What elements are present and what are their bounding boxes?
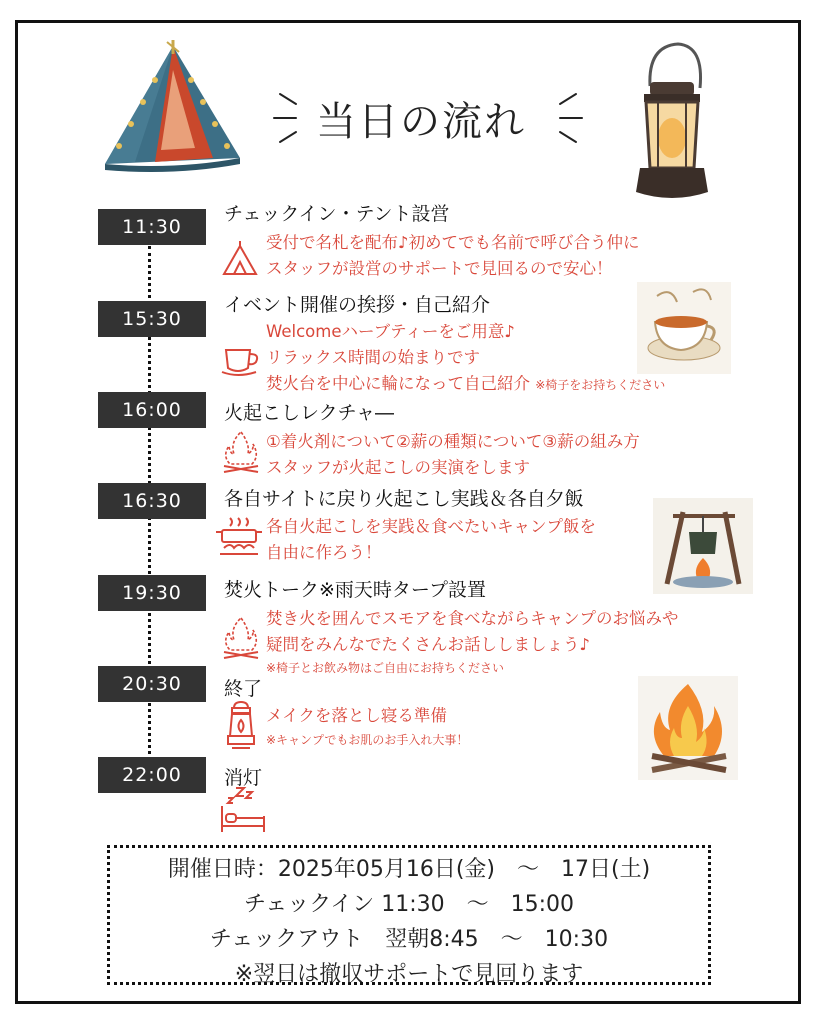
- sleeping-bed-icon: [218, 784, 268, 834]
- event-desc-line: 疑問をみんなでたくさんお話ししましょう♪: [266, 635, 591, 654]
- tent-illustration-icon: [95, 40, 250, 175]
- event-desc-line: スタッフが設営のサポートで見回るので安心！: [266, 259, 613, 278]
- event-desc-line: 焚き火を囲んでスモアを食べながらキャンプのお悩みや: [266, 609, 679, 628]
- title-burst-right-icon: [548, 88, 588, 148]
- event-desc-line: Welcomeハーブティーをご用意♪: [266, 322, 515, 341]
- teacup-icon: [220, 346, 266, 380]
- event-title: チェックイン・テント設営: [224, 203, 450, 225]
- event-desc-line: [266, 372, 665, 397]
- event-desc-line: ①着火剤について②薪の種類について③薪の組み方: [266, 432, 640, 451]
- lantern-outline-icon: [224, 700, 258, 752]
- event-title: 火起こしレクチャ―: [224, 402, 395, 424]
- event-title: 終了: [224, 678, 263, 700]
- event-date-text: 開催日時：2025年05月16日(金) ～ 17日(土): [167, 857, 651, 882]
- bonfire-illustration-icon: [638, 676, 738, 780]
- event-desc-line: スタッフが火起こしの実演をします: [266, 458, 530, 477]
- time-badge: 16:00: [98, 392, 206, 428]
- event-title: イベント開催の挨拶・自己紹介: [224, 294, 491, 316]
- time-badge: 16:30: [98, 483, 206, 519]
- page-title: 当日の流れ: [316, 99, 526, 145]
- checkout-time-text: チェックアウト 翌朝8:45 ～ 10:30: [209, 927, 609, 952]
- event-desc-line: メイクを落とし寝る準備: [266, 706, 447, 725]
- event-title: 各自サイトに戻り火起こし実践＆各自夕飯: [224, 488, 584, 510]
- cooking-pot-icon: [214, 516, 264, 556]
- time-badge: 20:30: [98, 666, 206, 702]
- tent-outline-icon: [222, 240, 258, 278]
- time-badge: 11:30: [98, 209, 206, 245]
- tea-cup-illustration-icon: [637, 282, 731, 374]
- title-burst-left-icon: [268, 88, 308, 148]
- event-title: 焚火トーク※雨天時タープ設置: [224, 579, 486, 601]
- event-desc-line: リラックス時間の始まりです: [266, 348, 481, 367]
- time-badge: 22:00: [98, 757, 206, 793]
- time-badge: 15:30: [98, 301, 206, 337]
- event-desc-line: 自由に作ろう！: [266, 543, 382, 562]
- event-note: ※キャンプでもお肌のお手入れ大事！: [266, 733, 469, 747]
- event-note: ※椅子とお飲み物はご自由にお持ちください: [266, 661, 505, 675]
- campfire-icon: [220, 614, 262, 662]
- campfire-icon: [220, 428, 262, 476]
- event-desc-text: 焚火台を中心に輪になって自己紹介: [266, 374, 530, 393]
- event-note: ※椅子をお持ちください: [535, 378, 666, 392]
- event-info-box: [107, 845, 711, 985]
- campfire-cooking-illustration-icon: [653, 498, 753, 594]
- event-title: 消灯: [224, 767, 263, 789]
- lantern-illustration-icon: [620, 38, 715, 203]
- next-day-note-text: ※翌日は撤収サポートで見回ります: [234, 962, 584, 987]
- event-desc-line: 受付で名札を配布♪初めてでも名前で呼び合う仲に: [266, 233, 640, 252]
- event-desc-line: 各自火起こしを実践＆食べたいキャンプ飯を: [266, 517, 596, 536]
- checkin-time-text: チェックイン 11:30 ～ 15:00: [243, 892, 575, 917]
- time-badge: 19:30: [98, 575, 206, 611]
